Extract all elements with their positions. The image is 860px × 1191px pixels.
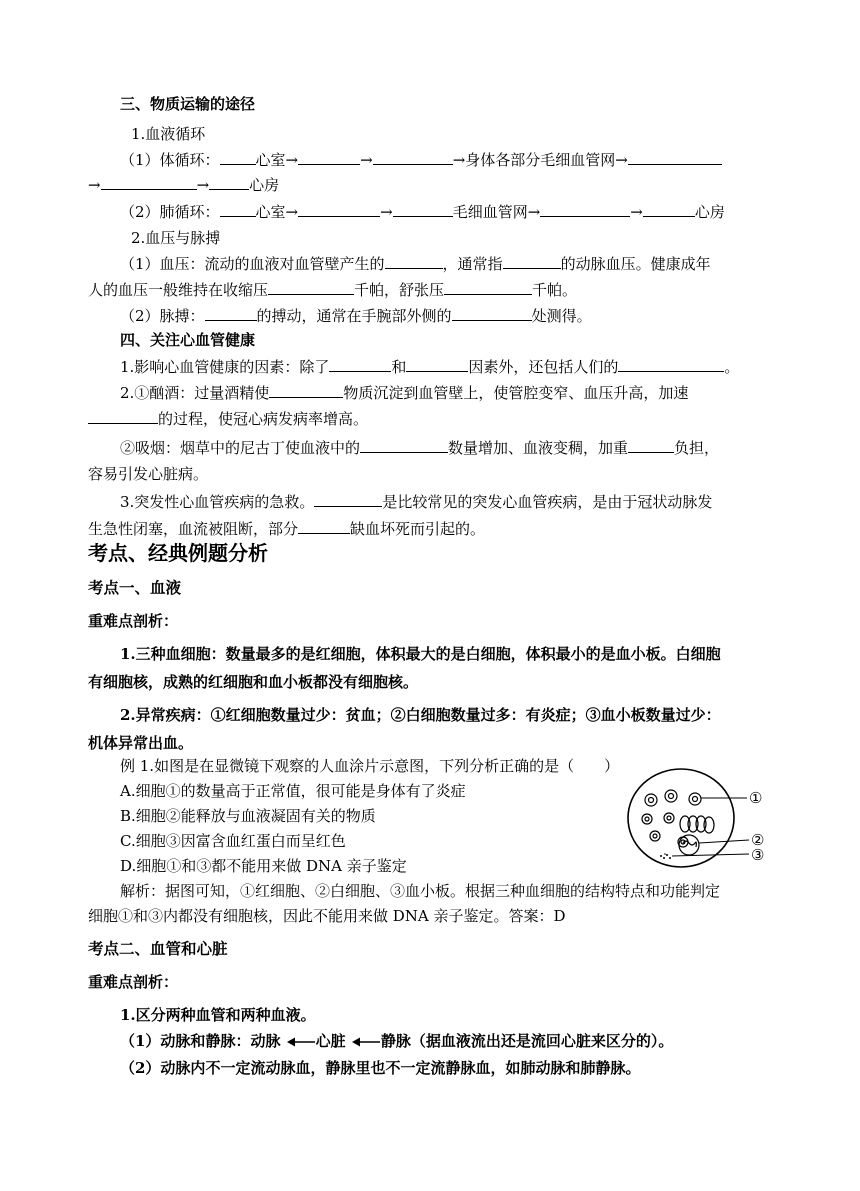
blank (220, 201, 256, 217)
subheading: 1.血液循环 (131, 125, 206, 143)
analysis-heading: 重难点剖析： (88, 612, 179, 630)
section-title: 四、关注心血管健康 (120, 331, 256, 349)
systemic-circulation-line: （1）体循环： 心室→ → →身体各部分毛细血管网→ (120, 149, 722, 170)
analysis-heading: 重难点剖析： (88, 973, 179, 991)
chapter-title: 考点、经典例题分析 (88, 541, 268, 565)
analysis-line: 解析：据图可知，①红细胞、②白细胞、③血小板。根据三种血细胞的结构特点和功能判定 (120, 882, 721, 900)
white-blood-cell (679, 835, 699, 855)
label-1: ① (749, 789, 763, 807)
section-title: 三、物质运输的途径 (120, 95, 256, 113)
blank (628, 149, 722, 165)
pulmonary-circulation-line: （2）肺循环： 心室→ → 毛细血管网→ → 心房 (120, 203, 725, 221)
blank (628, 437, 674, 453)
exam-point-title: 考点一、血液 (88, 578, 182, 597)
key-point-line: 1.区分两种血管和两种血液。 (120, 1006, 316, 1024)
blank (618, 356, 724, 372)
alcohol-line: 2.①酗酒：过量酒精使 物质沉淀到血管壁上，使管腔变窄、血压升高，加速 (120, 384, 689, 402)
blank (298, 518, 350, 534)
blank (373, 149, 453, 165)
blank (393, 201, 453, 217)
blank (503, 253, 561, 269)
analysis-line: 细胞①和③内都没有细胞核，因此不能用来做 DNA 亲子鉴定。答案：D (88, 907, 566, 925)
blank (88, 408, 158, 424)
key-point-line: 机体异常出血。 (88, 734, 194, 752)
blank (314, 491, 382, 507)
example-question: 例 1.如图是在显微镜下观察的人血涂片示意图，下列分析正确的是（ ） (120, 757, 620, 775)
option-d: D.细胞①和③都不能用来做 DNA 亲子鉴定 (120, 857, 407, 875)
pulse-line: （2）脉搏： 的搏动，通常在手腕部外侧的 处测得。 (120, 307, 592, 325)
alcohol-line-2: 的过程，使冠心病发病率增高。 (88, 408, 368, 429)
artery-vein-line: （1）动脉和静脉：动脉 心脏 静脉（据血液流出还是流回心脏来区分的）。 (120, 1032, 674, 1050)
blank (268, 279, 354, 295)
systemic-circulation-line-2: → → 心房 (88, 176, 280, 194)
blank (452, 305, 532, 321)
blank (205, 305, 257, 321)
label-2: ② (751, 831, 765, 849)
key-point-line: 2.异常疾病：①红细胞数量过少：贫血；②白细胞数量过多：有炎症；③血小板数量过少： (120, 706, 721, 724)
arrow-left-icon (351, 1036, 381, 1048)
blank (385, 253, 443, 269)
blank (643, 201, 695, 217)
option-c: C.细胞③因富含血红蛋白而呈红色 (120, 832, 346, 850)
key-point-line: （2）动脉内不一定流动脉血，静脉里也不一定流静脉血，如肺动脉和肺静脉。 (120, 1059, 641, 1077)
blank (298, 201, 380, 217)
blank (298, 149, 360, 165)
platelets (660, 853, 671, 859)
blank (360, 437, 448, 453)
option-b: B.细胞②能释放与血液凝固有关的物质 (120, 807, 376, 825)
smoking-line-2: 容易引发心脏病。 (88, 465, 209, 483)
blood-smear-figure (625, 763, 775, 875)
smoking-line: ②吸烟：烟草中的尼古丁使血液中的 数量增加、血液变稠，加重 负担， (120, 439, 720, 457)
factors-line: 1.影响心血管健康的因素：除了 和 因素外，还包括人们的 。 (120, 358, 740, 376)
blank (269, 382, 343, 398)
key-point-line: 1.三种血细胞：数量最多的是红细胞，体积最大的是白细胞，体积最小的是血小板。白细胞 (120, 645, 721, 663)
pointer-line (699, 840, 749, 843)
blank (209, 174, 249, 190)
arrow-left-icon (286, 1036, 316, 1048)
blank (540, 201, 630, 217)
blank (406, 356, 468, 372)
key-point-line: 有细胞核，成熟的红细胞和血小板都没有细胞核。 (88, 673, 419, 691)
label-3: ③ (751, 846, 765, 864)
exam-point-title: 考点二、血管和心脏 (88, 939, 228, 958)
pointer-line (672, 854, 749, 856)
emergency-line: 3.突发性心血管疾病的急救。 是比较常见的突发心血管疾病，是由于冠状动脉发 (120, 493, 713, 511)
blank (101, 174, 197, 190)
option-a: A.细胞①的数量高于正常值，很可能是身体有了炎症 (120, 782, 466, 800)
subheading: 2.血压与脉搏 (131, 229, 221, 247)
blank (220, 149, 256, 165)
blank (329, 356, 391, 372)
emergency-line-2: 生急性闭塞，血流被阻断，部分 缺血坏死而引起的。 (88, 520, 486, 538)
blood-pressure-line: （1）血压：流动的血液对血管壁产生的 ，通常指 的动脉血压。健康成年 (120, 255, 711, 273)
blood-pressure-line-2: 人的血压一般维持在收缩压 千帕，舒张压 千帕。 (88, 281, 578, 299)
blank (444, 279, 532, 295)
